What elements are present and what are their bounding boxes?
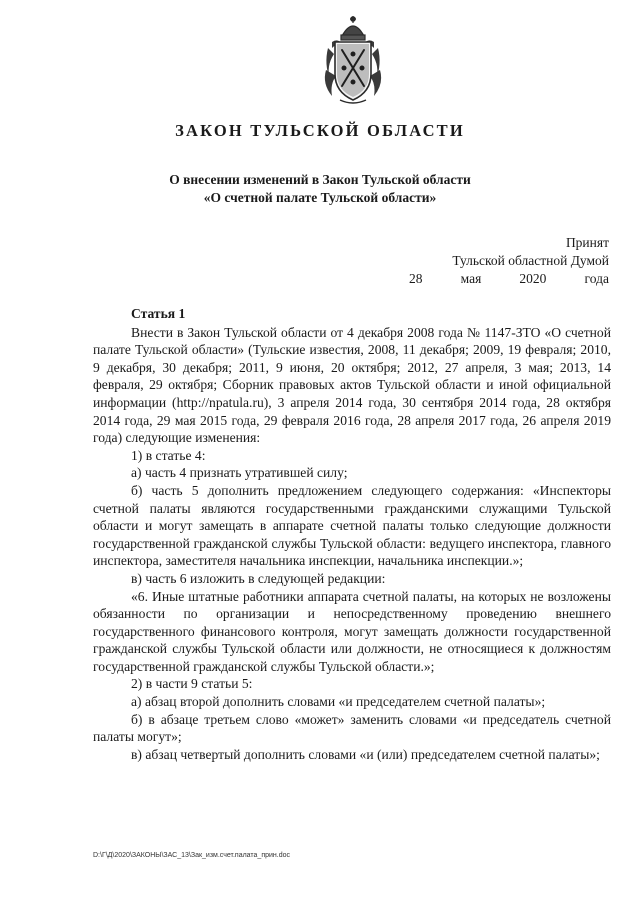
subtitle-line: «О счетной палате Тульской области» bbox=[203, 190, 437, 205]
adoption-block bbox=[409, 234, 609, 288]
body-paragraph: а) абзац второй дополнить словами «и председателем счетной палаты»; bbox=[131, 694, 546, 710]
body-paragraph: б) в абзаце третьем слово «может» заменить словами «и председатель счетной палаты могут»; bbox=[93, 711, 611, 745]
body-paragraph: 2) в части 9 статьи 5: bbox=[131, 676, 253, 692]
coat-of-arms-icon bbox=[322, 14, 384, 106]
adopted-by: Тульской областной Думой bbox=[452, 253, 609, 268]
law-body bbox=[93, 305, 611, 763]
article-heading: Статья 1 bbox=[131, 306, 186, 321]
body-paragraph: «6. Иные штатные работники аппарата счетной палаты, на которых не возложены обязанности по организации и непосредственному проведению внешнего государственного финансового контроля, могут замещать должности государственной гражданской службы Тульской области или должности, не относящиеся к должностям государственной гражданской службы Тульской области.»; bbox=[93, 588, 611, 674]
law-subtitle bbox=[0, 171, 640, 207]
adoption-date bbox=[409, 270, 609, 288]
subtitle-line: О внесении изменений в Закон Тульской области bbox=[169, 172, 471, 187]
body-paragraph: 1) в статье 4: bbox=[131, 447, 206, 463]
body-paragraph: а) часть 4 признать утратившей силу; bbox=[131, 465, 348, 481]
adopted-label: Принят bbox=[565, 235, 609, 250]
body-paragraph: в) часть 6 изложить в следующей редакции: bbox=[131, 570, 386, 586]
law-title: ЗАКОН ТУЛЬСКОЙ ОБЛАСТИ bbox=[175, 121, 465, 140]
body-paragraph: б) часть 5 дополнить предложением следующего содержания: «Инспекторы счетной палаты являются государственными гражданскими служащими Тульской области и могут замещать в аппарате счетной палаты только следующие должности государственной гражданской службы Тульской области: ведущего инспектора, главного инспектора, заместителя начальника инспекции, начальника инспекции.»; bbox=[93, 482, 611, 569]
adoption-year-suffix: года bbox=[584, 271, 609, 286]
adoption-month: мая bbox=[460, 271, 482, 286]
adoption-day: 28 bbox=[409, 271, 423, 286]
adoption-year: 2020 bbox=[519, 271, 547, 286]
file-path-footer: D:\Г\Д\2020\ЗАКОНЫ\ЗАС_13\Зак_изм.счет.палата_прин.doc bbox=[93, 852, 291, 859]
body-paragraph: в) абзац четвертый дополнить словами «и (или) председателем счетной палаты»; bbox=[131, 746, 600, 762]
body-paragraph: Внести в Закон Тульской области от 4 декабря 2008 года № 1147-ЗТО «О счетной палате Тульской области» (Тульские известия, 2008, 11 декабря; 2009, 19 февраля; 2010, 9 декабря, 30 декабря; 2011, 9 июня, 20 октября; 2012, 27 апреля, 3 мая; 2013, 14 февраля, 29 октября; Сборник правовых актов Тульской области и иной официальной информации (http://npatula.ru), 3 апреля 2014 года, 30 сентября 2014 года, 28 октября 2014 года, 29 мая 2015 года, 29 февраля 2016 года, 28 апреля 2017 года, 26 апреля 2019 года) следующие изменения: bbox=[93, 324, 611, 446]
